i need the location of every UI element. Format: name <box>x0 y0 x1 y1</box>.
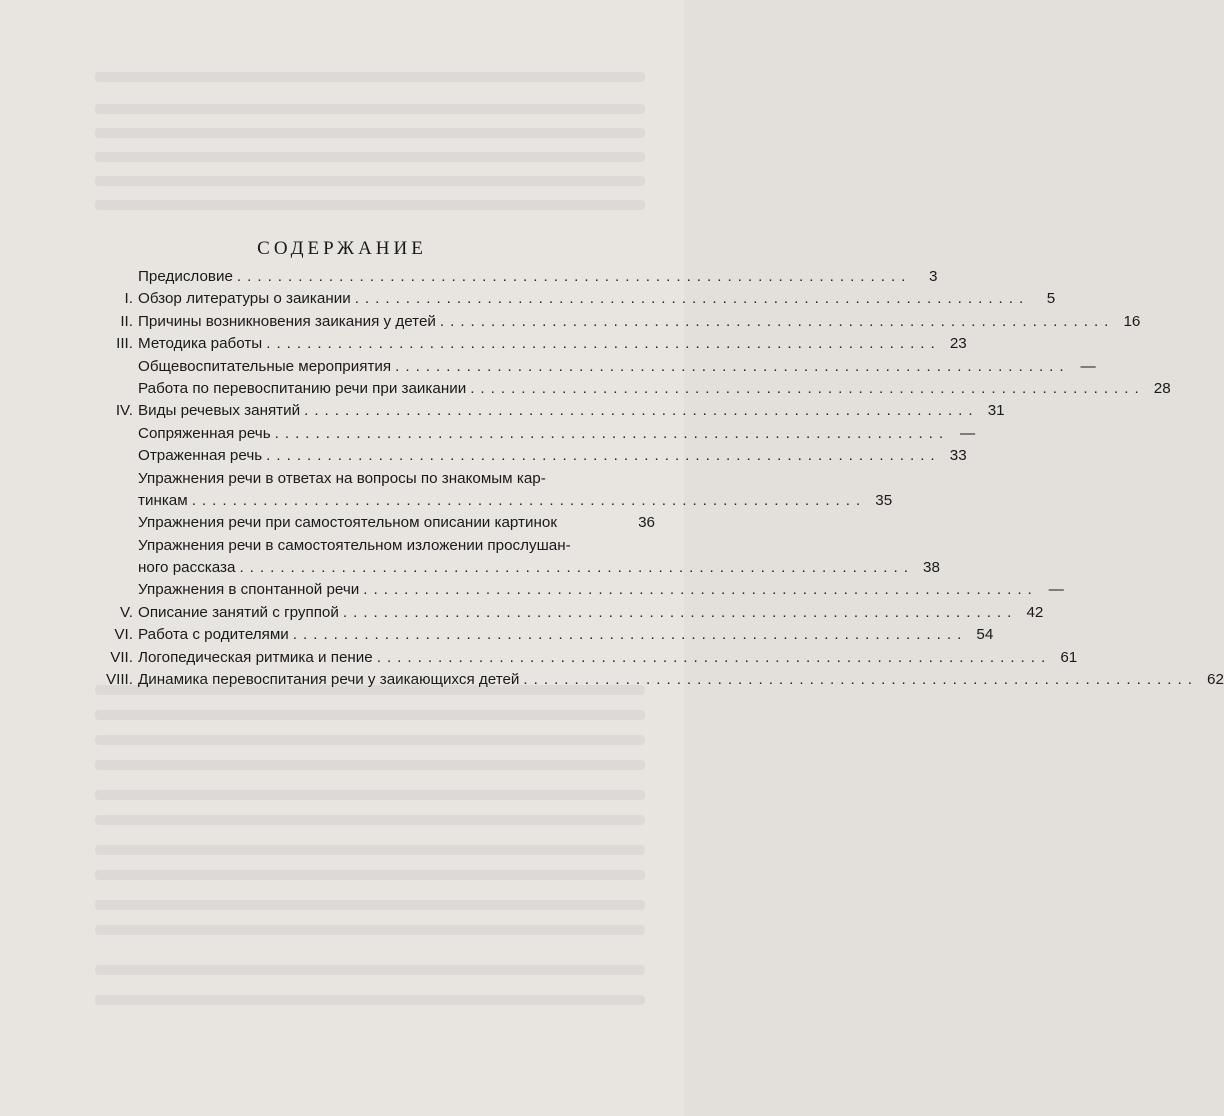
page-number: 28 <box>1153 379 1171 397</box>
leader-dots: .................................................................. <box>395 357 1070 375</box>
page-number: — <box>1048 581 1064 599</box>
page-title: СОДЕРЖАНИЕ <box>257 238 427 259</box>
entry-title: Динамика перевоспитания речи у заикающихся детей <box>138 671 520 689</box>
leader-dots: .................................................................. <box>266 447 941 465</box>
toc-entry <box>90 669 1224 691</box>
toc-entry <box>90 311 1141 333</box>
chapter-number: III. <box>116 335 133 353</box>
page-number: — <box>959 424 976 442</box>
entry-title: Виды речевых занятий <box>138 402 301 420</box>
toc-entry <box>90 356 1096 378</box>
entry-title: Общевоспитательные мероприятия <box>138 357 392 375</box>
entry-title: Отраженная речь <box>138 447 263 465</box>
entry-title: Предисловие <box>138 268 233 285</box>
entry-title: Методика работы <box>138 335 263 353</box>
entry-title-line1: Упражнения речи в самостоятельном изложении прослушан- <box>138 536 571 554</box>
page-number: 38 <box>923 559 940 577</box>
bleed-through-line <box>95 176 645 186</box>
leader-dots: .................................................................. <box>342 603 1018 621</box>
toc-entry <box>90 535 940 580</box>
entry-title: Причины возникновения заикания у детей <box>138 312 436 330</box>
entry-title: Работа по перевоспитанию речи при заикании <box>138 379 467 397</box>
bleed-through-line <box>95 128 645 138</box>
toc-entry <box>90 512 655 534</box>
page-number: 5 <box>1046 290 1056 308</box>
chapter-number: V. <box>120 603 133 621</box>
page-number: 36 <box>638 514 655 532</box>
entry-title: тинкам <box>138 491 188 509</box>
leader-dots: .................................................................. <box>236 268 912 285</box>
entry-title: Упражнения речи при самостоятельном описании картинок <box>138 514 557 532</box>
toc-entry <box>90 288 1056 310</box>
entry-title: Работа с родителями <box>138 626 289 644</box>
toc-entry <box>90 423 976 445</box>
bleed-through-line <box>95 900 645 910</box>
bleed-through-line <box>95 870 645 880</box>
page-number: 33 <box>949 447 967 465</box>
page-number: 31 <box>987 402 1005 420</box>
page-number: 35 <box>875 491 893 509</box>
toc-entry <box>90 579 1064 601</box>
table-of-contents <box>90 266 1224 691</box>
leader-dots: .................................................................. <box>191 491 867 509</box>
toc-entry <box>90 468 893 513</box>
entry-title: ного рассказа <box>138 559 236 577</box>
page-number: 61 <box>1060 648 1078 666</box>
bleed-through-line <box>95 965 645 975</box>
page-number: 23 <box>949 335 967 353</box>
chapter-number: VI. <box>114 626 133 644</box>
leader-dots: .................................................................. <box>523 671 1198 689</box>
bleed-through-line <box>95 152 645 162</box>
bleed-through-line <box>95 995 645 1005</box>
toc-entry <box>90 266 938 288</box>
leader-dots: .................................................................. <box>274 424 950 442</box>
leader-dots: .................................................................. <box>304 402 979 420</box>
leader-dots: .................................................................. <box>239 559 914 577</box>
entry-title: Обзор литературы о заикании <box>138 290 351 308</box>
bleed-through-line <box>95 72 645 82</box>
toc-entry <box>90 624 994 646</box>
chapter-number: VIII. <box>105 671 133 689</box>
leader-dots: .................................................................. <box>363 581 1038 599</box>
chapter-number: I. <box>124 290 133 308</box>
leader-dots: .................................................................. <box>439 312 1115 330</box>
bleed-through-line <box>95 790 645 800</box>
chapter-number: II. <box>120 312 133 330</box>
chapter-number: VII. <box>110 648 133 666</box>
entry-title: Упражнения в спонтанной речи <box>138 581 360 599</box>
page-number: 42 <box>1026 603 1044 621</box>
toc-entry <box>90 445 967 467</box>
leader-dots: .................................................................. <box>292 626 968 644</box>
entry-title: Описание занятий с группой <box>138 603 339 621</box>
bleed-through-line <box>95 710 645 720</box>
page-number: 54 <box>976 626 994 644</box>
page-number: 3 <box>928 268 938 285</box>
toc-entry <box>90 647 1078 669</box>
bleed-through-line <box>95 200 645 210</box>
chapter-number: IV. <box>115 402 133 420</box>
leader-dots: .................................................................. <box>266 335 941 353</box>
bleed-through-line <box>95 845 645 855</box>
toc-entry <box>90 602 1044 624</box>
toc-entry <box>90 333 967 355</box>
bleed-through-line <box>95 760 645 770</box>
bleed-through-line <box>95 925 645 935</box>
toc-entry <box>90 378 1171 400</box>
leader-dots: .................................................................. <box>354 290 1030 308</box>
leader-dots: .................................................................. <box>376 648 1052 666</box>
entry-title-line1: Упражнения речи в ответах на вопросы по знакомым кар- <box>138 469 546 487</box>
bleed-through-line <box>95 815 645 825</box>
bleed-through-line <box>95 104 645 114</box>
entry-title: Логопедическая ритмика и пение <box>138 648 373 666</box>
leader-dots: .................................................................. <box>470 379 1145 397</box>
page-number: 16 <box>1123 312 1141 330</box>
entry-title: Сопряженная речь <box>138 424 271 442</box>
bleed-through-line <box>95 735 645 745</box>
page-number: 62 <box>1207 671 1224 689</box>
toc-entry <box>90 400 1005 422</box>
page-number: — <box>1080 357 1096 375</box>
